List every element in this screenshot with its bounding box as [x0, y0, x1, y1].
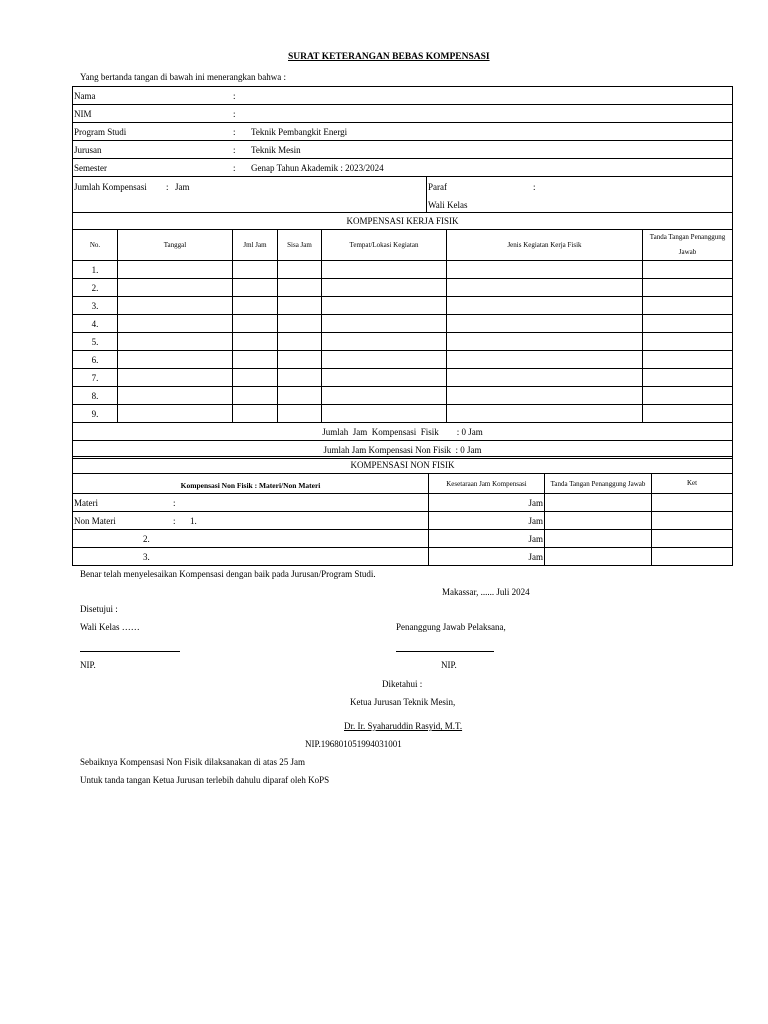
row-number: 3.	[73, 297, 118, 315]
field-colon: :	[233, 163, 236, 173]
col-header-jenis-kegiatan: Jenis Kegiatan Kerja Fisik	[447, 230, 643, 261]
jml-jam-cell[interactable]	[233, 333, 278, 351]
ketua-nip: NIP.196801051994031001	[305, 739, 402, 749]
materi-row	[73, 494, 733, 512]
row-number: 8.	[73, 387, 118, 405]
ttd-cell[interactable]	[643, 405, 733, 423]
field-colon: :	[233, 127, 236, 137]
nip-right: NIP.	[441, 660, 457, 670]
jenis-cell[interactable]	[447, 279, 643, 297]
sisa-jam-cell[interactable]	[278, 369, 322, 387]
jml-jam-cell[interactable]	[233, 315, 278, 333]
non-materi-row	[73, 512, 733, 530]
row-number: 2.	[73, 279, 118, 297]
field-value: Teknik Pembangkit Energi	[251, 127, 348, 137]
field-label: Nama	[74, 90, 96, 101]
paraf-colon: :	[533, 182, 536, 192]
table-row	[73, 297, 733, 315]
jml-jam-cell[interactable]	[233, 297, 278, 315]
tempat-cell[interactable]	[322, 279, 447, 297]
jam-cell: Jam	[429, 530, 545, 548]
table-row	[73, 333, 733, 351]
signature-line-left	[80, 651, 180, 652]
col-header-jml-jam: Jml Jam	[233, 230, 278, 261]
row-number: 5.	[73, 333, 118, 351]
jenis-cell[interactable]	[447, 387, 643, 405]
nip-left: NIP.	[80, 660, 96, 670]
table-row	[73, 261, 733, 279]
field-label: NIM	[74, 108, 92, 119]
jumlah-kompensasi-row	[73, 177, 733, 213]
non-materi-row	[73, 530, 733, 548]
jenis-cell[interactable]	[447, 297, 643, 315]
disetujui-label: Disetujui :	[80, 604, 118, 614]
table-row	[73, 351, 733, 369]
ttd-cell[interactable]	[643, 351, 733, 369]
field-value: Genap Tahun Akademik : 2023/2024	[251, 163, 384, 173]
jml-jam-cell[interactable]	[233, 387, 278, 405]
diketahui-label: Diketahui :	[382, 679, 423, 689]
jumlah-label: Jumlah Kompensasi	[74, 182, 147, 192]
signature-line-right	[396, 651, 494, 652]
fisik-table	[72, 212, 733, 459]
ttd-cell[interactable]	[545, 494, 652, 512]
col-header-tanggal: Tanggal	[118, 230, 233, 261]
ttd-cell[interactable]	[545, 530, 652, 548]
field-row-nama	[73, 87, 733, 105]
field-label: Program Studi	[74, 126, 127, 137]
sisa-jam-cell[interactable]	[278, 297, 322, 315]
sisa-jam-cell[interactable]	[278, 351, 322, 369]
row-number: 4.	[73, 315, 118, 333]
ttd-cell[interactable]	[545, 548, 652, 566]
jenis-cell[interactable]	[447, 261, 643, 279]
col-header-ket: Ket	[652, 474, 733, 494]
jenis-cell[interactable]	[447, 333, 643, 351]
jumlah-colon: :	[166, 182, 169, 192]
place-date: Makassar, ...... Juli 2024	[442, 587, 530, 597]
total-fisik: Jumlah Jam Kompensasi Fisik : 0 Jam	[73, 423, 733, 441]
materi-label: Materi	[74, 497, 98, 508]
jml-jam-cell[interactable]	[233, 279, 278, 297]
non-fisik-heading: KOMPENSASI NON FISIK	[73, 457, 733, 474]
table-row	[73, 315, 733, 333]
tanggal-cell[interactable]	[118, 261, 233, 279]
ketua-name: Dr. Ir. Syaharuddin Rasyid, M.T.	[344, 721, 463, 731]
row-number: 1.	[73, 261, 118, 279]
non-fisik-table	[72, 456, 733, 566]
non-fisik-header-row	[73, 474, 733, 494]
tanggal-cell[interactable]	[118, 297, 233, 315]
paraf-label: Paraf	[428, 182, 447, 192]
col-header-tanda-tangan: Tanda Tangan Penanggung Jawab	[545, 474, 652, 494]
jml-jam-cell[interactable]	[233, 351, 278, 369]
statement-text: Benar telah menyelesaikan Kompensasi dengan baik pada Jurusan/Program Studi.	[80, 569, 376, 579]
non-materi-label: Non Materi	[74, 515, 116, 526]
sisa-jam-cell[interactable]	[278, 279, 322, 297]
sisa-jam-cell[interactable]	[278, 387, 322, 405]
intro-text: Yang bertanda tangan di bawah ini menerangkan bahwa :	[80, 72, 287, 82]
wali-kelas-label: Wali Kelas	[428, 200, 468, 210]
total-non-fisik: Jumlah Jam Kompensasi Non Fisik : 0 Jam	[73, 441, 733, 459]
sisa-jam-cell[interactable]	[278, 315, 322, 333]
col-header-no: No.	[73, 230, 118, 261]
tanggal-cell[interactable]	[118, 315, 233, 333]
tempat-cell[interactable]	[322, 315, 447, 333]
identity-table	[72, 86, 733, 213]
ttd-cell[interactable]	[643, 369, 733, 387]
jenis-cell[interactable]	[447, 315, 643, 333]
tempat-cell[interactable]	[322, 261, 447, 279]
tempat-cell[interactable]	[322, 369, 447, 387]
jam-cell: Jam	[429, 548, 545, 566]
row-number: 6.	[73, 351, 118, 369]
materi-colon: :	[173, 498, 176, 508]
jam-cell: Jam	[429, 494, 545, 512]
field-row-nim	[73, 105, 733, 123]
tempat-cell[interactable]	[322, 333, 447, 351]
field-colon: :	[233, 109, 236, 119]
tempat-cell[interactable]	[322, 405, 447, 423]
tempat-cell[interactable]	[322, 297, 447, 315]
penanggung-jawab-label: Penanggung Jawab Pelaksana,	[396, 622, 506, 632]
table-row	[73, 387, 733, 405]
field-colon: :	[233, 145, 236, 155]
document-title: SURAT KETERANGAN BEBAS KOMPENSASI	[288, 52, 490, 62]
table-row	[73, 369, 733, 387]
ttd-cell[interactable]	[643, 261, 733, 279]
ttd-cell[interactable]	[643, 315, 733, 333]
ket-cell[interactable]	[652, 548, 733, 566]
tanggal-cell[interactable]	[118, 369, 233, 387]
ket-cell[interactable]	[652, 530, 733, 548]
item-number: 1.	[190, 516, 197, 526]
ketua-jurusan-label: Ketua Jurusan Teknik Mesin,	[350, 697, 456, 707]
col-header-materi: Kompensasi Non Fisik : Materi/Non Materi	[73, 474, 429, 494]
tanggal-cell[interactable]	[118, 351, 233, 369]
ttd-cell[interactable]	[545, 512, 652, 530]
col-header-sisa-jam: Sisa Jam	[278, 230, 322, 261]
sisa-jam-cell[interactable]	[278, 261, 322, 279]
jam-cell: Jam	[429, 512, 545, 530]
col-header-kesetaraan: Kesetaraan Jam Kompensasi	[429, 474, 545, 494]
field-colon: :	[233, 91, 236, 101]
ket-cell[interactable]	[652, 494, 733, 512]
tempat-cell[interactable]	[322, 387, 447, 405]
tempat-cell[interactable]	[322, 351, 447, 369]
ket-cell[interactable]	[652, 512, 733, 530]
tanggal-cell[interactable]	[118, 279, 233, 297]
jenis-cell[interactable]	[447, 351, 643, 369]
field-label: Semester	[74, 162, 107, 173]
ttd-cell[interactable]	[643, 333, 733, 351]
ttd-cell[interactable]	[643, 279, 733, 297]
jml-jam-cell[interactable]	[233, 261, 278, 279]
row-number: 9.	[73, 405, 118, 423]
jumlah-value: Jam	[175, 182, 190, 192]
note-2: Untuk tanda tangan Ketua Jurusan terlebih dahulu diparaf oleh KoPS	[80, 775, 330, 785]
tanggal-cell[interactable]	[118, 405, 233, 423]
col-header-tanda-tangan: Tanda Tangan Penanggung Jawab	[643, 230, 733, 261]
wali-kelas-sign-label: Wali Kelas ……	[80, 622, 140, 632]
item-number: 2.	[143, 534, 150, 544]
sisa-jam-cell[interactable]	[278, 405, 322, 423]
field-row-program-studi	[73, 123, 733, 141]
ttd-cell[interactable]	[643, 387, 733, 405]
non-materi-colon: :	[173, 516, 176, 526]
item-number: 3.	[143, 552, 150, 562]
note-1: Sebaiknya Kompensasi Non Fisik dilaksanakan di atas 25 Jam	[80, 757, 305, 767]
row-number: 7.	[73, 369, 118, 387]
jenis-cell[interactable]	[447, 405, 643, 423]
field-label: Jurusan	[74, 144, 102, 155]
tanggal-cell[interactable]	[118, 387, 233, 405]
ttd-cell[interactable]	[643, 297, 733, 315]
fisik-heading: KOMPENSASI KERJA FISIK	[73, 213, 733, 230]
col-header-tempat: Tempat/Lokasi Kegiatan	[322, 230, 447, 261]
jml-jam-cell[interactable]	[233, 405, 278, 423]
jml-jam-cell[interactable]	[233, 369, 278, 387]
table-row	[73, 405, 733, 423]
table-row	[73, 279, 733, 297]
tanggal-cell[interactable]	[118, 333, 233, 351]
non-materi-row	[73, 548, 733, 566]
sisa-jam-cell[interactable]	[278, 333, 322, 351]
field-row-semester	[73, 159, 733, 177]
fisik-header-row	[73, 230, 733, 261]
field-row-jurusan	[73, 141, 733, 159]
jenis-cell[interactable]	[447, 369, 643, 387]
field-value: Teknik Mesin	[251, 145, 301, 155]
